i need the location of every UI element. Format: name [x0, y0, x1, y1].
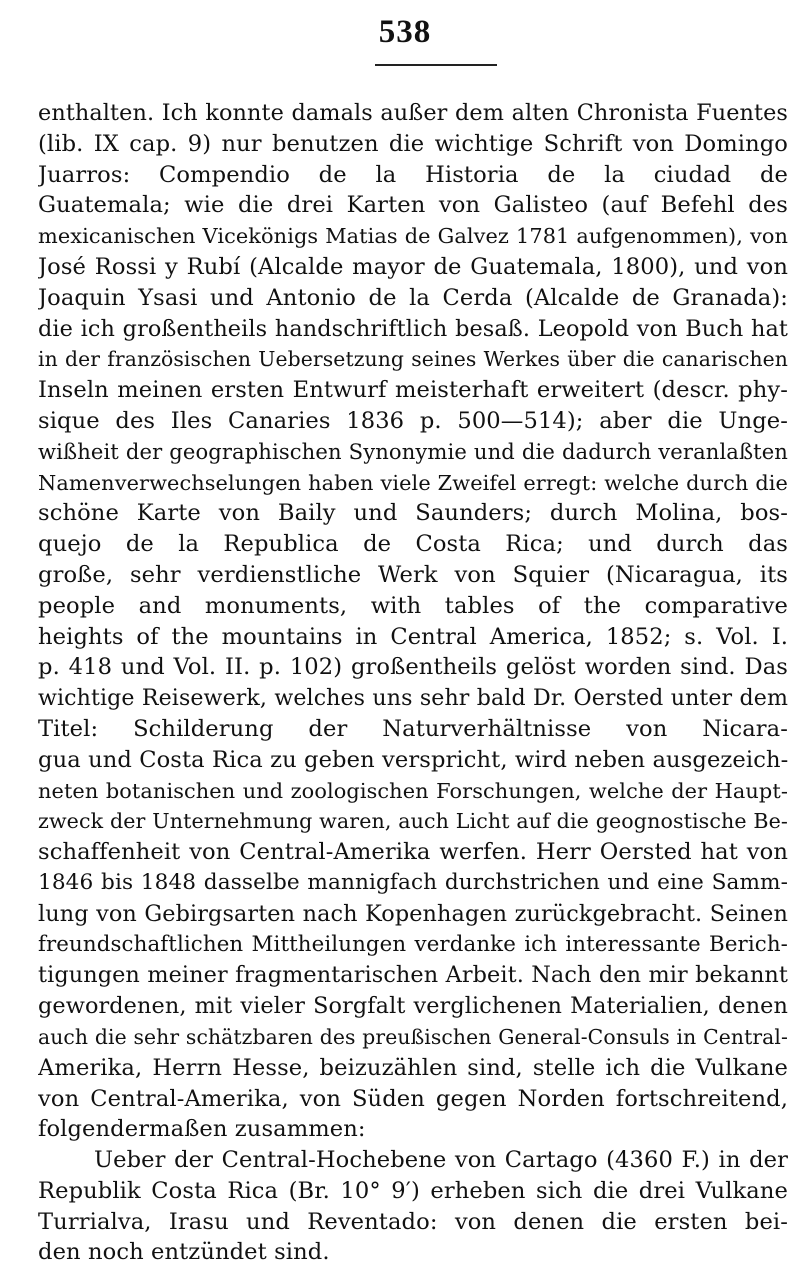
text-line: folgendermaßen zusammen:: [38, 1116, 366, 1143]
text-line: Joaquin Ysasi und Antonio de la Cerda (Alcalde de Granada):: [38, 284, 788, 311]
text-line: Inseln meinen ersten Entwurf meisterhaft erweitert (descr. phy-: [38, 377, 788, 404]
text-line: in der französischen Uebersetzung seines Werkes über die canarischen: [38, 347, 788, 372]
text-line: (lib. IX cap. 9) nur benutzen die wichtige Schrift von Domingo: [38, 130, 788, 157]
page-number: 538: [378, 14, 432, 50]
text-line: quejo de la Republica de Costa Rica; und durch das: [38, 531, 788, 558]
text-line: wichtige Reisewerk, welches uns sehr bald Dr. Oersted unter dem: [38, 685, 788, 712]
header-rule: [375, 64, 497, 66]
text-line: Titel: Schilderung der Naturverhältnisse von Nicara-: [38, 715, 788, 742]
text-line: große, sehr verdienstliche Werk von Squier (Nicaragua, its: [38, 561, 788, 588]
body-text: [38, 98, 788, 1268]
text-line: lung von Gebirgsarten nach Kopenhagen zurückgebracht. Seinen: [38, 900, 788, 927]
text-line: zweck der Unternehmung waren, auch Licht auf die geognostische Be-: [38, 809, 788, 834]
text-line: auch die sehr schätzbaren des preußischen General-Consuls in Central-: [38, 1024, 788, 1049]
text-line: Republik Costa Rica (Br. 10° 9′) erheben sich die drei Vulkane: [38, 1177, 788, 1204]
text-line: enthalten. Ich konnte damals außer dem alten Chronista Fuentes: [38, 100, 788, 126]
text-line: Namenverwechselungen haben viele Zweifel erregt: welche durch die: [38, 470, 788, 495]
text-line: sique des Iles Canaries 1836 p. 500—514); aber die Unge-: [38, 407, 788, 434]
text-line: 1846 bis 1848 dasselbe mannigfach durchstrichen und eine Samm-: [38, 869, 788, 895]
text-line: Ueber der Central-Hochebene von Cartago (4360 F.) in der: [94, 1147, 788, 1174]
text-line: die ich großentheils handschriftlich besaß. Leopold von Buch hat: [38, 315, 788, 342]
text-line: heights of the mountains in Central America, 1852; s. Vol. I.: [38, 623, 788, 650]
text-line: von Central-Amerika, von Süden gegen Norden fortschreitend,: [38, 1085, 788, 1112]
text-line: schaffenheit von Central-Amerika werfen. Herr Oersted hat von: [38, 839, 788, 866]
text-line: schöne Karte von Baily und Saunders; durch Molina, bos-: [38, 500, 788, 527]
text-line: p. 418 und Vol. II. p. 102) großentheils gelöst worden sind. Das: [38, 654, 788, 681]
text-line: Amerika, Herrn Hesse, beizuzählen sind, stelle ich die Vulkane: [38, 1054, 788, 1081]
text-line: José Rossi y Rubí (Alcalde mayor de Guatemala, 1800), und von: [38, 253, 788, 280]
text-line: den noch entzündet sind.: [38, 1239, 330, 1266]
text-line: wißheit der geographischen Synonymie und die dadurch veranlaßten: [38, 438, 788, 464]
text-line: freundschaftlichen Mittheilungen verdanke ich interessante Berich-: [38, 931, 788, 957]
text-line: people and monuments, with tables of the comparative: [38, 592, 788, 619]
text-line: mexicanischen Vicekönigs Matias de Galvez 1781 aufgenommen), von: [38, 224, 788, 249]
text-line: gua und Costa Rica zu geben verspricht, wird neben ausgezeich-: [38, 746, 788, 773]
text-line: gewordenen, mit vieler Sorgfalt verglichenen Materialien, denen: [38, 993, 788, 1020]
text-line: neten botanischen und zoologischen Forschungen, welche der Haupt-: [38, 778, 788, 803]
text-line: Turrialva, Irasu und Reventado: von denen die ersten bei-: [38, 1208, 788, 1235]
text-line: Juarros: Compendio de la Historia de la ciudad de: [38, 161, 788, 188]
text-line: tigungen meiner fragmentarischen Arbeit. Nach den mir bekannt: [38, 962, 788, 989]
text-line: Guatemala; wie die drei Karten von Galisteo (auf Befehl des: [38, 192, 788, 219]
